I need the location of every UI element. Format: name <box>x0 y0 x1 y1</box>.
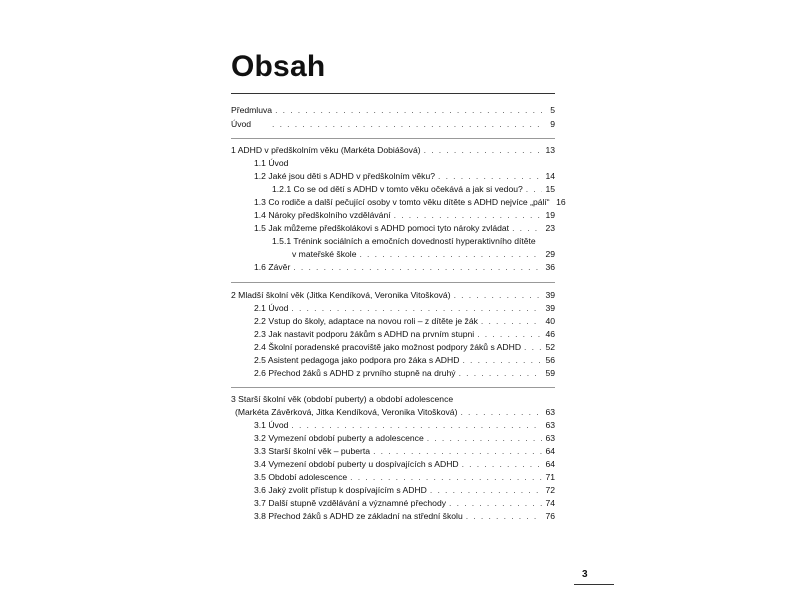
toc-chapter-1[interactable] <box>231 144 555 157</box>
toc-entry-page: 13 <box>545 145 555 155</box>
toc-entry-page: 39 <box>545 290 555 300</box>
toc-entry-page: 63 <box>545 407 555 417</box>
leader-dots <box>424 144 542 157</box>
toc-entry-label: 3.3 Starší školní věk – puberta <box>254 446 371 456</box>
toc-entry-page: 15 <box>545 184 555 194</box>
toc-entry-3-8[interactable] <box>254 510 555 523</box>
leader-dots <box>481 315 542 328</box>
toc-entry-1-6[interactable] <box>254 261 555 274</box>
leader-dots <box>293 261 542 274</box>
toc-entry-label: 3.1 Úvod <box>254 420 289 430</box>
leader-dots <box>449 497 542 510</box>
toc-entry-label: 3.2 Vymezení období puberty a adolescence <box>254 433 424 443</box>
toc-entry-3-4[interactable] <box>254 458 555 471</box>
toc-entry-page: 63 <box>545 433 555 443</box>
toc-entry-label: 3.7 Další stupně vzdělávání a významné přechody <box>254 498 447 508</box>
toc-entry-label: (Markéta Závěrková, Jitka Kendíková, Veronika Vitošková) <box>235 407 458 417</box>
toc-entry-2-2[interactable] <box>254 315 555 328</box>
toc-entry-label: 2.6 Přechod žáků s ADHD z prvního stupně na druhý <box>254 368 456 378</box>
leader-dots <box>524 341 542 354</box>
toc-entry-label: Předmluva <box>231 105 273 115</box>
page-number-rule <box>574 584 614 585</box>
leader-dots <box>462 458 542 471</box>
toc-entry-3-2[interactable] <box>254 432 555 445</box>
toc-entry-1-5-1-cont[interactable] <box>292 248 555 261</box>
toc-entry-page: 9 <box>550 119 555 129</box>
toc-entry-1-4[interactable] <box>254 209 555 222</box>
toc-chapter-3[interactable]: 3 Starší školní věk (období puberty) a období adolescence <box>231 394 454 404</box>
leader-dots <box>394 209 542 222</box>
toc-entry-label: 3.6 Jaký zvolit přístup k dospívajícím s ADHD <box>254 485 427 495</box>
leader-dots <box>427 432 542 445</box>
leader-dots <box>373 445 542 458</box>
toc-entry-label: 1.5 Jak můžeme předškolákovi s ADHD pomoci tyto nároky zvládat <box>254 223 510 233</box>
toc-entry-3-5[interactable] <box>254 471 555 484</box>
toc-entry-3-7[interactable] <box>254 497 555 510</box>
leader-dots <box>275 104 542 117</box>
toc-entry-uvod[interactable] <box>231 118 555 131</box>
toc-entry-page: 19 <box>545 210 555 220</box>
toc-entry-page: 64 <box>545 459 555 469</box>
toc-entry-1-1[interactable]: 1.1 Úvod <box>254 158 289 168</box>
leader-dots <box>430 484 542 497</box>
toc-entry-3-1[interactable] <box>254 419 555 432</box>
toc-entry-label: 2.3 Jak nastavit podporu žákům s ADHD na prvním stupni <box>254 329 475 339</box>
section-divider <box>231 138 555 139</box>
toc-entry-1-5[interactable] <box>254 222 555 235</box>
toc-entry-1-5-1[interactable]: 1.5.1 Trénink sociálních a emočních dovedností hyperaktivního dítěte <box>272 236 536 246</box>
page-title: Obsah <box>231 50 326 83</box>
toc-entry-2-4[interactable] <box>254 341 555 354</box>
leader-dots <box>291 302 542 315</box>
toc-chapter-3-authors[interactable] <box>235 406 555 419</box>
section-divider <box>231 282 555 283</box>
toc-entry-page: 40 <box>545 316 555 326</box>
toc-entry-page: 29 <box>545 249 555 259</box>
toc-entry-page: 71 <box>545 472 555 482</box>
leader-dots <box>459 367 542 380</box>
leader-dots <box>359 248 542 261</box>
toc-entry-label: 2 Mladší školní věk (Jitka Kendíková, Veronika Vitošková) <box>231 290 451 300</box>
toc-entry-2-6[interactable] <box>254 367 555 380</box>
leader-dots <box>477 328 542 341</box>
leader-dots <box>350 471 542 484</box>
title-rule <box>231 93 555 94</box>
leader-dots <box>462 354 542 367</box>
toc-entry-label: 1.4 Nároky předškolního vzdělávání <box>254 210 391 220</box>
toc-entry-page: 14 <box>545 171 555 181</box>
toc-chapter-2[interactable] <box>231 289 555 302</box>
toc-entry-label: Úvod <box>231 119 252 129</box>
toc-entry-2-5[interactable] <box>254 354 555 367</box>
page-number: 3 <box>582 569 588 580</box>
toc-entry-page: 72 <box>545 485 555 495</box>
toc-entry-3-3[interactable] <box>254 445 555 458</box>
section-divider <box>231 387 555 388</box>
leader-dots <box>438 170 542 183</box>
toc-entry-label: 3.8 Přechod žáků s ADHD ze základní na střední školu <box>254 511 463 521</box>
toc-entry-label: 1.2 Jaké jsou děti s ADHD v předškolním věku? <box>254 171 436 181</box>
toc-entry-1-2-1[interactable] <box>272 183 555 196</box>
toc-entry-page: 39 <box>545 303 555 313</box>
toc-entry-1-3[interactable] <box>254 196 566 209</box>
toc-entry-page: 36 <box>545 262 555 272</box>
toc-entry-page: 74 <box>545 498 555 508</box>
leader-dots <box>454 289 542 302</box>
toc-entry-page: 52 <box>545 342 555 352</box>
toc-entry-label: 1.2.1 Co se od dětí s ADHD v tomto věku očekává a jak si vedou? <box>272 184 523 194</box>
toc-entry-2-1[interactable] <box>254 302 555 315</box>
toc-entry-page: 23 <box>545 223 555 233</box>
leader-dots <box>460 406 542 419</box>
toc-entry-page: 56 <box>545 355 555 365</box>
toc-entry-page: 5 <box>550 105 555 115</box>
toc-entry-label: 2.4 Školní poradenské pracoviště jako možnost podpory žáků s ADHD <box>254 342 522 352</box>
toc-entry-1-2[interactable] <box>254 170 555 183</box>
toc-entry-page: 76 <box>545 511 555 521</box>
toc-entry-2-3[interactable] <box>254 328 555 341</box>
toc-entry-label: 3.5 Období adolescence <box>254 472 348 482</box>
leader-dots <box>526 183 542 196</box>
toc-entry-label: 1.3 Co rodiče a další pečující osoby v tomto věku dítěte s ADHD nejvíce „pálí“ <box>254 197 550 207</box>
toc-entry-3-6[interactable] <box>254 484 555 497</box>
toc-entry-page: 59 <box>545 368 555 378</box>
leader-dots <box>466 510 542 523</box>
toc-entry-page: 16 <box>556 197 566 207</box>
toc-entry-label: 3.4 Vymezení období puberty u dospívajících s ADHD <box>254 459 459 469</box>
toc-entry-label: 2.2 Vstup do školy, adaptace na novou roli – z dítěte je žák <box>254 316 478 326</box>
toc-entry-label: 2.1 Úvod <box>254 303 289 313</box>
leader-dots <box>512 222 542 235</box>
leader-dots <box>291 419 542 432</box>
toc-entry-page: 46 <box>545 329 555 339</box>
toc-entry-page: 64 <box>545 446 555 456</box>
toc-entry-label: 2.5 Asistent pedagoga jako podpora pro žáka s ADHD <box>254 355 460 365</box>
toc-entry-label: v mateřské škole <box>292 249 357 259</box>
toc-entry-predmluva[interactable] <box>231 104 555 117</box>
toc-entry-page: 63 <box>545 420 555 430</box>
toc-entry-label: 1.6 Závěr <box>254 262 291 272</box>
toc-entry-label: 1 ADHD v předškolním věku (Markéta Dobiášová) <box>231 145 421 155</box>
leader-dots <box>272 118 542 131</box>
